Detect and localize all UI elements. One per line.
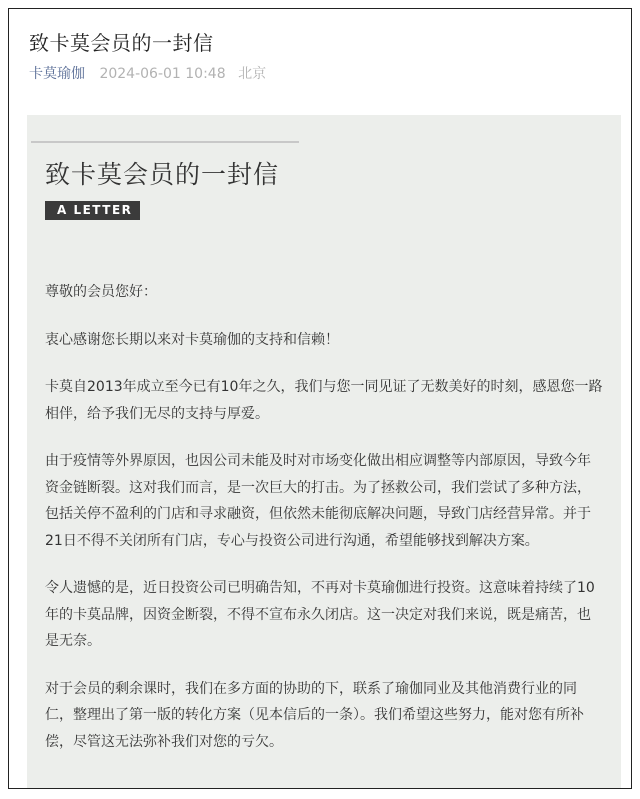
letter-tag: A LETTER	[45, 201, 140, 220]
letter-paragraph: 尊敬的会员您好：	[45, 284, 157, 300]
publish-location: 北京	[238, 66, 267, 82]
article-page	[8, 8, 632, 789]
article-meta	[29, 63, 266, 83]
author-link[interactable]: 卡莫瑜伽	[29, 66, 85, 82]
letter-paragraph: 卡莫自2013年成立至今已有10年之久，我们与您一同见证了无数美好的时刻，感恩您一路相伴，给予我们无尽的支持与厚爱。	[45, 379, 603, 422]
letter-paragraph: 由于疫情等外界原因，也因公司未能及时对市场变化做出相应调整等内部原因，导致今年资金链断裂。这对我们而言，是一次巨大的打击。为了拯救公司，我们尝试了多种方法，包括关停不盈利的门店和寻求融资，但依然未能彻底解决问题，导致门店经营异常。并于21日不得不关闭所有门店，专心与投资公司进行沟通，希望能够找到解决方案。	[45, 453, 591, 549]
article-title: 致卡莫会员的一封信	[29, 31, 214, 55]
letter-card	[27, 115, 621, 789]
letter-title: 致卡莫会员的一封信	[45, 160, 280, 189]
letter-paragraph: 令人遗憾的是，近日投资公司已明确告知，不再对卡莫瑜伽进行投资。这意味着持续了10年的卡莫品牌，因资金断裂，不得不宣布永久闭店。这一决定对我们来说，既是痛苦，也是无奈。	[45, 580, 595, 649]
divider-line	[31, 141, 299, 143]
publish-time: 2024-06-01 10:48	[99, 66, 226, 82]
letter-body	[45, 279, 603, 776]
letter-paragraph: 对于会员的剩余课时，我们在多方面的协助的下，联系了瑜伽同业及其他消费行业的同仁，整理出了第一版的转化方案（见本信后的一条）。我们希望这些努力，能对您有所补偿，尽管这无法弥补我们对您的亏欠。	[45, 680, 584, 750]
letter-paragraph: 衷心感谢您长期以来对卡莫瑜伽的支持和信赖！	[45, 331, 339, 348]
